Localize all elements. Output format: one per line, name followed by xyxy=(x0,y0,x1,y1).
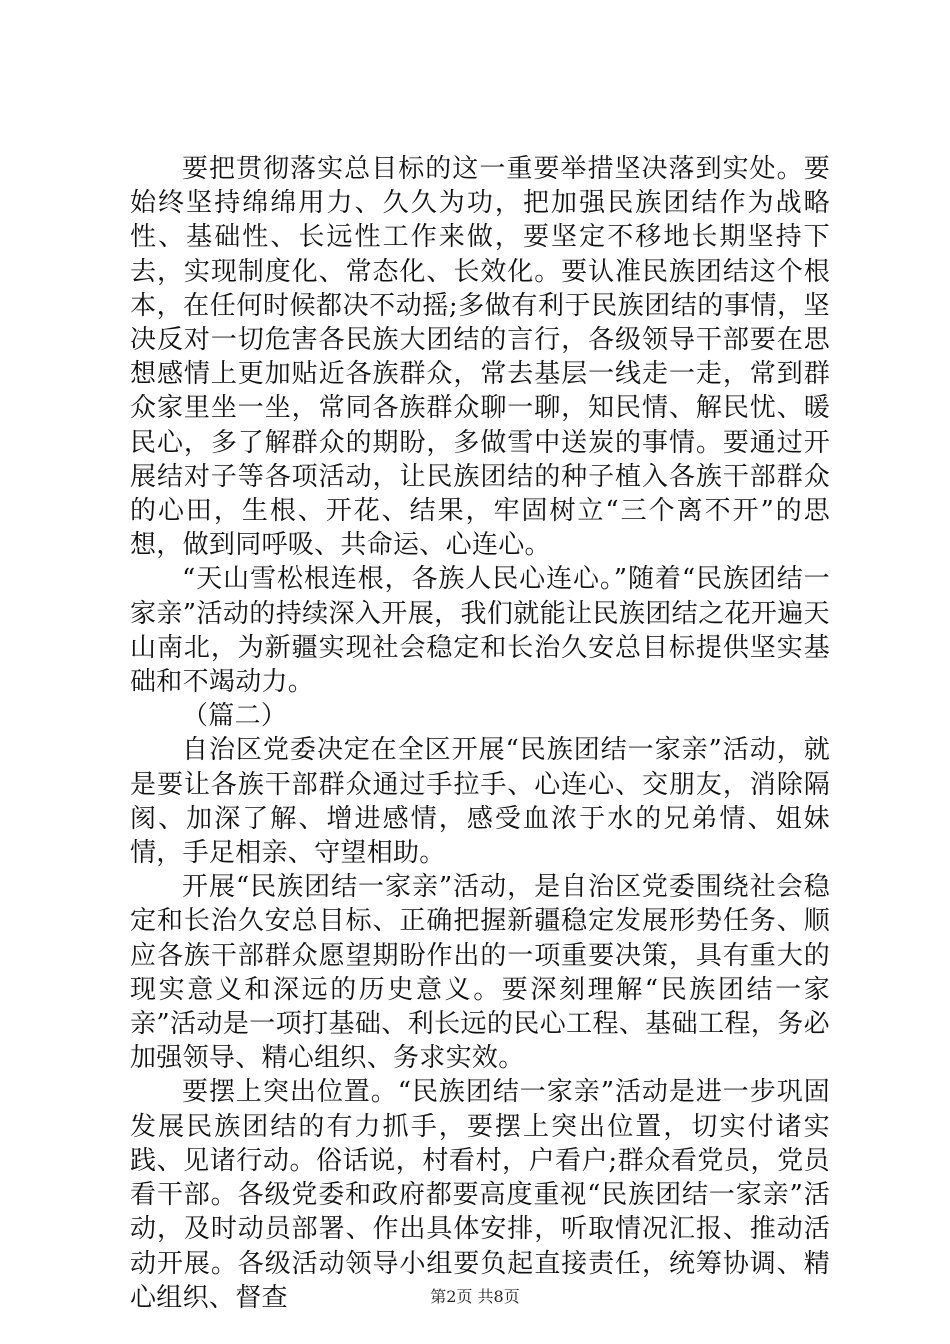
page-number-footer: 第2页 共8页 xyxy=(430,1287,520,1306)
paragraph-4: 开展“民族团结一家亲”活动，是自治区党委围绕社会稳定和长治久安总目标、正确把握新疆稳定发展形势任务、顺应各族干部群众愿望期盼作出的一项重要决策，具有重大的现实意义和深远的历史意义。要深刻理解“民族团结一家亲”活动是一项打基础、利长远的民心工程、基础工程，务必加强领导、精心组织、务求实效。 xyxy=(130,872,830,1074)
section-heading: （篇二） xyxy=(182,701,288,732)
paragraph-2: “天山雪松根连根，各族人民心连心。”随着“民族团结一家亲”活动的持续深入开展，我们就能让民族团结之花开遍天山南北，为新疆实现社会稳定和长治久安总目标提供坚实基础和不竭动力。 xyxy=(130,564,830,698)
paragraph-5: 要摆上突出位置。“民族团结一家亲”活动是进一步巩固发展民族团结的有力抓手，要摆上突出位置，切实付诸实践、见诸行动。俗话说，村看村，户看户;群众看党员，党员看干部。各级党委和政府都要高度重视“民族团结一家亲”活动，及时动员部署、作出具体安排，听取情况汇报、推动活动开展。各级活动领导小组要负起直接责任，统筹协调、精心组织、督查 xyxy=(130,1077,830,1313)
paragraph-1: 要把贯彻落实总目标的这一重要举措坚决落到实处。要始终坚持绵绵用力、久久为功，把加强民族团结作为战略性、基础性、长远性工作来做，要坚定不移地长期坚持下去，实现制度化、常态化、长效化。要认准民族团结这个根本，在任何时候都决不动摇;多做有利于民族团结的事情，坚决反对一切危害各民族大团结的言行，各级领导干部要在思想感情上更加贴近各族群众，常去基层一线走一走，常到群众家里坐一坐，常同各族群众聊一聊，知民情、解民忧、暖民心，多了解群众的期盼，多做雪中送炭的事情。要通过开展结对子等各项活动，让民族团结的种子植入各族干部群众的心田，生根、开花、结果，牢固树立“三个离不开”的思想，做到同呼吸、共命运、心连心。 xyxy=(130,154,830,561)
document-body xyxy=(130,152,830,1315)
paragraph-3: 自治区党委决定在全区开展“民族团结一家亲”活动，就是要让各族干部群众通过手拉手、心连心、交朋友，消除隔阂、加深了解、增进感情，感受血浓于水的兄弟情、姐妹情，手足相亲、守望相助。 xyxy=(130,735,830,869)
